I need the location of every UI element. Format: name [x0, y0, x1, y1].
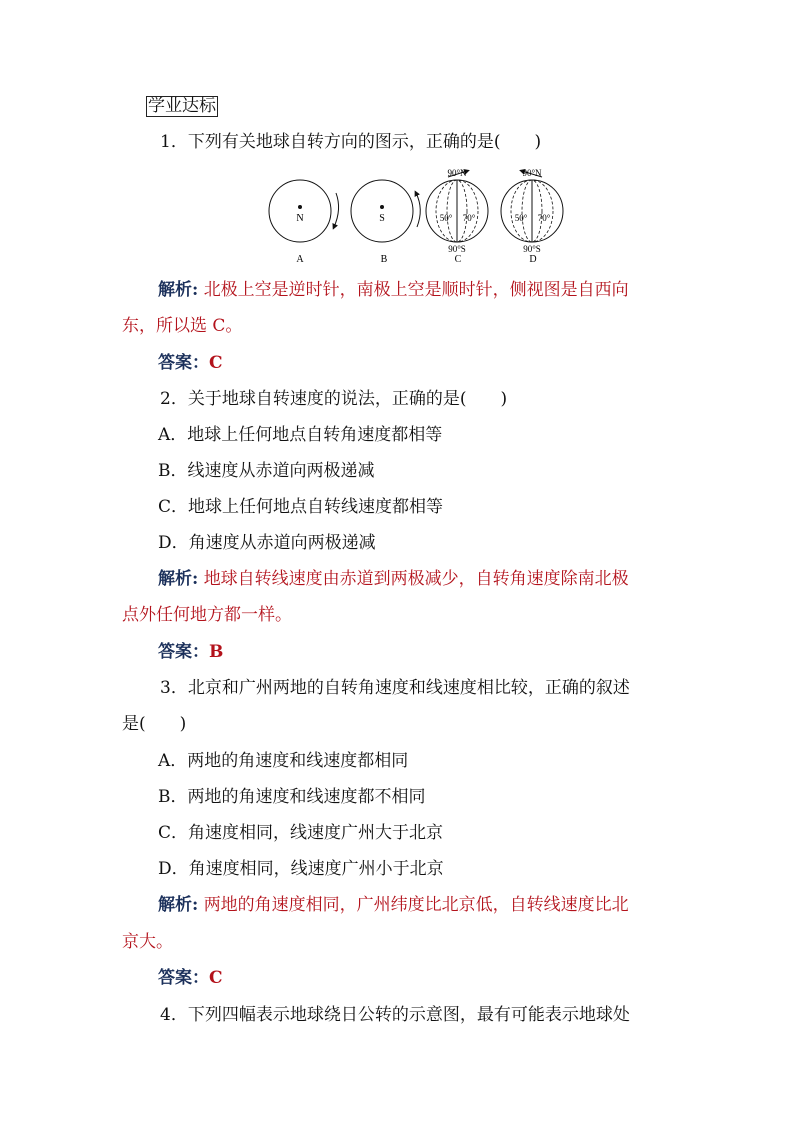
q3-option-b: B．两地的角速度和线速度都不相同: [158, 787, 426, 807]
q1-answer: [158, 352, 223, 374]
q2-answer-label: 答案：: [158, 642, 209, 662]
diagram-a-letter: A: [296, 254, 304, 263]
q2-stem: 2．关于地球自转速度的说法，正确的是( ): [160, 389, 508, 409]
q3-stem-line1: 3．北京和广州两地的自转角速度和线速度相比较，正确的叙述: [160, 678, 630, 698]
q1-stem: 1．下列有关地球自转方向的图示，正确的是( ): [160, 132, 542, 152]
diagram-d-mid-right: 70°: [537, 213, 551, 223]
diagram-a: [269, 180, 339, 263]
diagram-d-letter: D: [529, 254, 537, 263]
diagram-b-center: S: [379, 213, 385, 224]
q2-option-d: D．角速度从赤道向两极递减: [158, 533, 376, 553]
q3-answer-label: 答案：: [158, 968, 209, 988]
q1-analysis-label: 解析:: [158, 280, 199, 300]
q2-analysis-line2: 点外任何地方都一样。: [122, 605, 292, 625]
diagram-c-mid-left: 50°: [439, 213, 453, 223]
diagram-c-bottom: 90°S: [448, 244, 466, 254]
diagram-c: [426, 168, 488, 263]
q1-answer-value: C: [209, 353, 223, 373]
q1-analysis-line2: 东，所以选 C。: [122, 316, 243, 336]
q3-analysis-line2: 京大。: [122, 932, 173, 952]
q2-analysis-label: 解析:: [158, 569, 199, 589]
diagram-d-mid-left: 50°: [514, 213, 528, 223]
q3-analysis-label: 解析:: [158, 895, 199, 915]
q2-option-a: A．地球上任何地点自转角速度都相等: [158, 425, 443, 445]
q3-analysis-line1: [158, 894, 629, 916]
q2-analysis-line1: [158, 568, 629, 590]
q4-stem-line1: 4．下列四幅表示地球绕日公转的示意图，最有可能表示地球处: [160, 1005, 630, 1025]
rotation-arrow-a: [334, 193, 339, 227]
q1-analysis-line1: [158, 279, 629, 301]
diagram-c-mid-right: 70°: [462, 213, 476, 223]
diagram-a-center: N: [296, 213, 304, 224]
q3-option-a: A．两地的角速度和线速度都相同: [158, 751, 409, 771]
q2-analysis-text1: 地球自转线速度由赤道到两极减少，自转角速度除南北极: [203, 569, 629, 589]
diagram-d-bottom: 90°S: [523, 244, 541, 254]
diagram-c-top: 90°N: [447, 168, 467, 178]
q1-analysis-text1: 北极上空是逆时针，南极上空是顺时针，侧视图是自西向: [203, 280, 629, 300]
q2-answer-value: B: [209, 642, 224, 662]
q3-option-c: C．角速度相同，线速度广州大于北京: [158, 823, 444, 843]
diagram-d: [501, 168, 563, 263]
section-title: 学业达标: [148, 96, 216, 116]
q2-option-c: C．地球上任何地点自转线速度都相等: [158, 497, 444, 517]
diagram-b: [351, 180, 420, 263]
q3-analysis-text1: 两地的角速度相同，广州纬度比北京低，自转线速度比北: [203, 895, 629, 915]
diagram-d-top: 90°N: [522, 168, 542, 178]
q3-option-d: D．角速度相同，线速度广州小于北京: [158, 859, 444, 879]
diagram-c-letter: C: [454, 254, 462, 263]
q2-option-b: B．线速度从赤道向两极递减: [158, 461, 375, 481]
diagram-b-letter: B: [380, 254, 388, 263]
rotation-arrow-b: [416, 193, 420, 227]
q2-answer: [158, 641, 223, 663]
q3-stem-line2: 是( ): [122, 714, 187, 734]
rotation-figure: [262, 163, 582, 263]
q1-answer-label: 答案：: [158, 353, 209, 373]
q3-answer: [158, 967, 223, 989]
q3-answer-value: C: [209, 968, 223, 988]
